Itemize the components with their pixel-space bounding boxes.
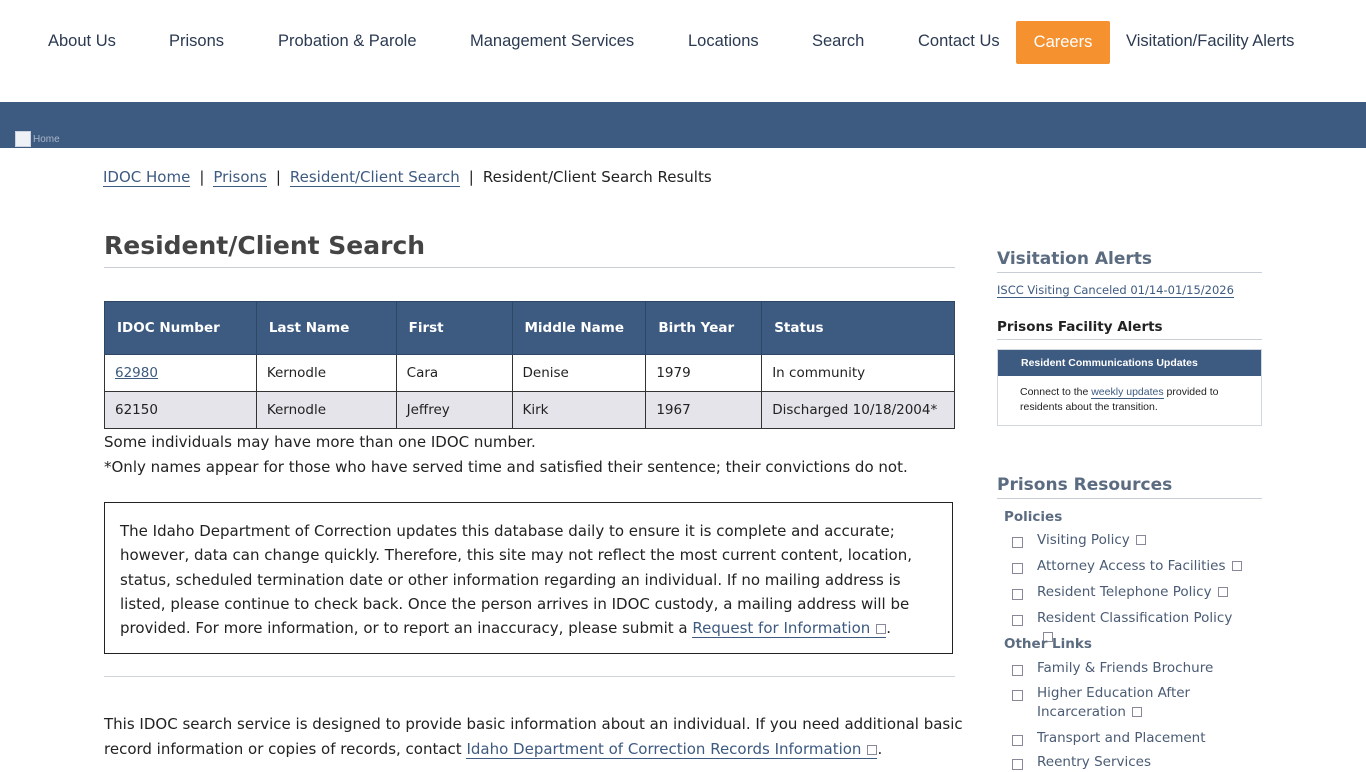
- disclaimer-text: The Idaho Department of Correction updates this database daily to ensure it is complete and accurate; however, data can change quickly. Therefore, this site may not reflect the most current content, location, status, scheduled termination date or other information regarding an individual. If no mailing address is listed, please continue to check back. Once the person arrives in IDOC custody, a mailing address will be provided. For more information, or to report an inaccuracy, please submit a: [120, 522, 913, 638]
- search-service-info: This IDOC search service is designed to provide basic information about an individual. If you need additional basic record information or copies of records, contact Idaho Department of Correction Records Information .: [104, 715, 963, 758]
- table-row: [105, 355, 955, 392]
- breadcrumb-idoc-home[interactable]: IDOC Home: [103, 168, 191, 186]
- page-title: Resident/Client Search: [104, 228, 955, 268]
- resource-link-reentry-services[interactable]: [1012, 753, 1247, 772]
- resource-label: Visiting Policy: [1037, 532, 1130, 548]
- header-middle-name[interactable]: Middle Name: [512, 302, 646, 355]
- results-table: [104, 301, 955, 429]
- card-title[interactable]: Resident Communications Updates: [998, 350, 1261, 376]
- nav-prisons[interactable]: Prisons: [169, 32, 225, 50]
- document-icon: [1012, 563, 1023, 574]
- cell-birth-year: 1979: [646, 355, 762, 392]
- resource-link-visiting-policy[interactable]: [1012, 531, 1247, 550]
- breadcrumb-prisons[interactable]: Prisons: [213, 168, 267, 186]
- cell-idoc-number: [105, 355, 257, 392]
- resource-label: Transport and Placement: [1037, 730, 1206, 746]
- header-status[interactable]: Status: [762, 302, 955, 355]
- records-information-link[interactable]: [466, 740, 877, 759]
- cell-idoc-number: 62150: [105, 392, 257, 429]
- note-convictions: *Only names appear for those who have served time and satisfied their sentence; their convictions do not.: [104, 458, 908, 476]
- nav-locations[interactable]: Locations: [688, 32, 759, 50]
- breadcrumb: [103, 166, 712, 188]
- top-navigation: [0, 0, 1366, 102]
- header-banner: [0, 102, 1366, 148]
- breadcrumb-resident-client-search[interactable]: Resident/Client Search: [289, 168, 460, 186]
- external-link-icon: [1232, 561, 1242, 571]
- home-image-alt: Home: [33, 133, 60, 145]
- resource-link-higher-education[interactable]: [1012, 684, 1247, 722]
- other-links-label: Other Links: [1004, 636, 1092, 652]
- facility-alerts-heading: Prisons Facility Alerts: [997, 319, 1262, 340]
- resident-communications-card: [997, 349, 1262, 426]
- document-icon: [1012, 615, 1023, 626]
- external-link-icon: [1218, 587, 1228, 597]
- document-icon: [1012, 589, 1023, 600]
- header-last-name[interactable]: Last Name: [256, 302, 396, 355]
- document-icon: [1012, 537, 1023, 548]
- cell-birth-year: 1967: [646, 392, 762, 429]
- external-link-icon: [1132, 707, 1142, 717]
- cell-last-name: Kernodle: [256, 392, 396, 429]
- resource-link-transport-placement[interactable]: [1012, 729, 1247, 748]
- document-icon: [1012, 665, 1023, 676]
- idoc-number-link[interactable]: 62980: [115, 365, 158, 381]
- resource-link-telephone-policy[interactable]: [1012, 583, 1247, 602]
- table-row: [105, 392, 955, 429]
- broken-image-icon: [15, 131, 31, 147]
- weekly-updates-link[interactable]: weekly updates: [1091, 386, 1164, 398]
- request-for-information-label: Request for Information: [692, 619, 871, 638]
- card-text: provided to residents about the transition.: [1020, 386, 1219, 413]
- header-idoc-number[interactable]: IDOC Number: [105, 302, 257, 355]
- nav-contact-us[interactable]: Contact Us: [918, 32, 1000, 50]
- breadcrumb-separator: |: [199, 168, 205, 186]
- prisons-resources-heading: Prisons Resources: [997, 474, 1262, 499]
- card-text: Connect to the: [1020, 386, 1092, 398]
- nav-management-services[interactable]: Management Services: [470, 32, 635, 50]
- table-header-row: [105, 302, 955, 355]
- divider: [104, 676, 955, 677]
- resource-label: Higher Education After Incarceration: [1037, 685, 1191, 720]
- database-disclaimer-box: The Idaho Department of Correction updates this database daily to ensure it is complete and accurate; however, data can change quickly. Therefore, this site may not reflect the most current content, location, status, scheduled termination date or other information regarding an individual. If no mailing address is listed, please continue to check back. Once the person arrives in IDOC custody, a mailing address will be provided. For more information, or to report an inaccuracy, please submit a Request for Information .: [104, 502, 953, 654]
- policies-label: Policies: [1004, 509, 1063, 525]
- resource-link-family-brochure[interactable]: [1012, 659, 1247, 678]
- cell-status: Discharged 10/18/2004*: [762, 392, 955, 429]
- resource-link-attorney-access[interactable]: [1012, 557, 1247, 576]
- nav-about-us[interactable]: About Us: [48, 32, 116, 50]
- cell-last-name: Kernodle: [256, 355, 396, 392]
- resource-label: Resident Classification Policy: [1037, 610, 1233, 626]
- document-icon: [1012, 690, 1023, 701]
- document-icon: [1012, 735, 1023, 746]
- cell-first: Cara: [396, 355, 512, 392]
- nav-careers-button[interactable]: Careers: [1016, 21, 1110, 64]
- resource-label: Reentry Services: [1037, 754, 1151, 770]
- external-link-icon: [867, 745, 877, 755]
- resource-label: Family & Friends Brochure: [1037, 660, 1214, 676]
- header-first[interactable]: First: [396, 302, 512, 355]
- cell-status: In community: [762, 355, 955, 392]
- cell-middle-name: Kirk: [512, 392, 646, 429]
- home-logo-link[interactable]: [15, 131, 60, 147]
- nav-visitation-facility-alerts[interactable]: Visitation/Facility Alerts: [1126, 32, 1295, 50]
- resource-label: Attorney Access to Facilities: [1037, 558, 1226, 574]
- cell-first: Jeffrey: [396, 392, 512, 429]
- search-notes: [104, 430, 908, 480]
- breadcrumb-separator: |: [468, 168, 474, 186]
- iscc-visiting-canceled-link[interactable]: ISCC Visiting Canceled 01/14-01/15/2026: [997, 283, 1234, 297]
- request-for-information-link[interactable]: [692, 619, 886, 638]
- document-icon: [1012, 759, 1023, 770]
- nav-probation-parole[interactable]: Probation & Parole: [278, 32, 417, 50]
- cell-middle-name: Denise: [512, 355, 646, 392]
- breadcrumb-separator: |: [275, 168, 281, 186]
- nav-search[interactable]: Search: [812, 32, 865, 50]
- records-information-label: Idaho Department of Correction Records Information: [466, 740, 862, 758]
- header-birth-year[interactable]: Birth Year: [646, 302, 762, 355]
- note-multiple-numbers: Some individuals may have more than one IDOC number.: [104, 433, 536, 451]
- card-body: [998, 376, 1261, 415]
- visitation-alerts-heading: Visitation Alerts: [997, 248, 1262, 273]
- breadcrumb-current: Resident/Client Search Results: [482, 168, 712, 186]
- resource-label: Resident Telephone Policy: [1037, 584, 1212, 600]
- external-link-icon: [876, 624, 886, 634]
- external-link-icon: [1136, 535, 1146, 545]
- service-text: This IDOC search service is designed to provide basic information about an individual. If you need additional basic record information or copies of records, contact: [104, 715, 963, 758]
